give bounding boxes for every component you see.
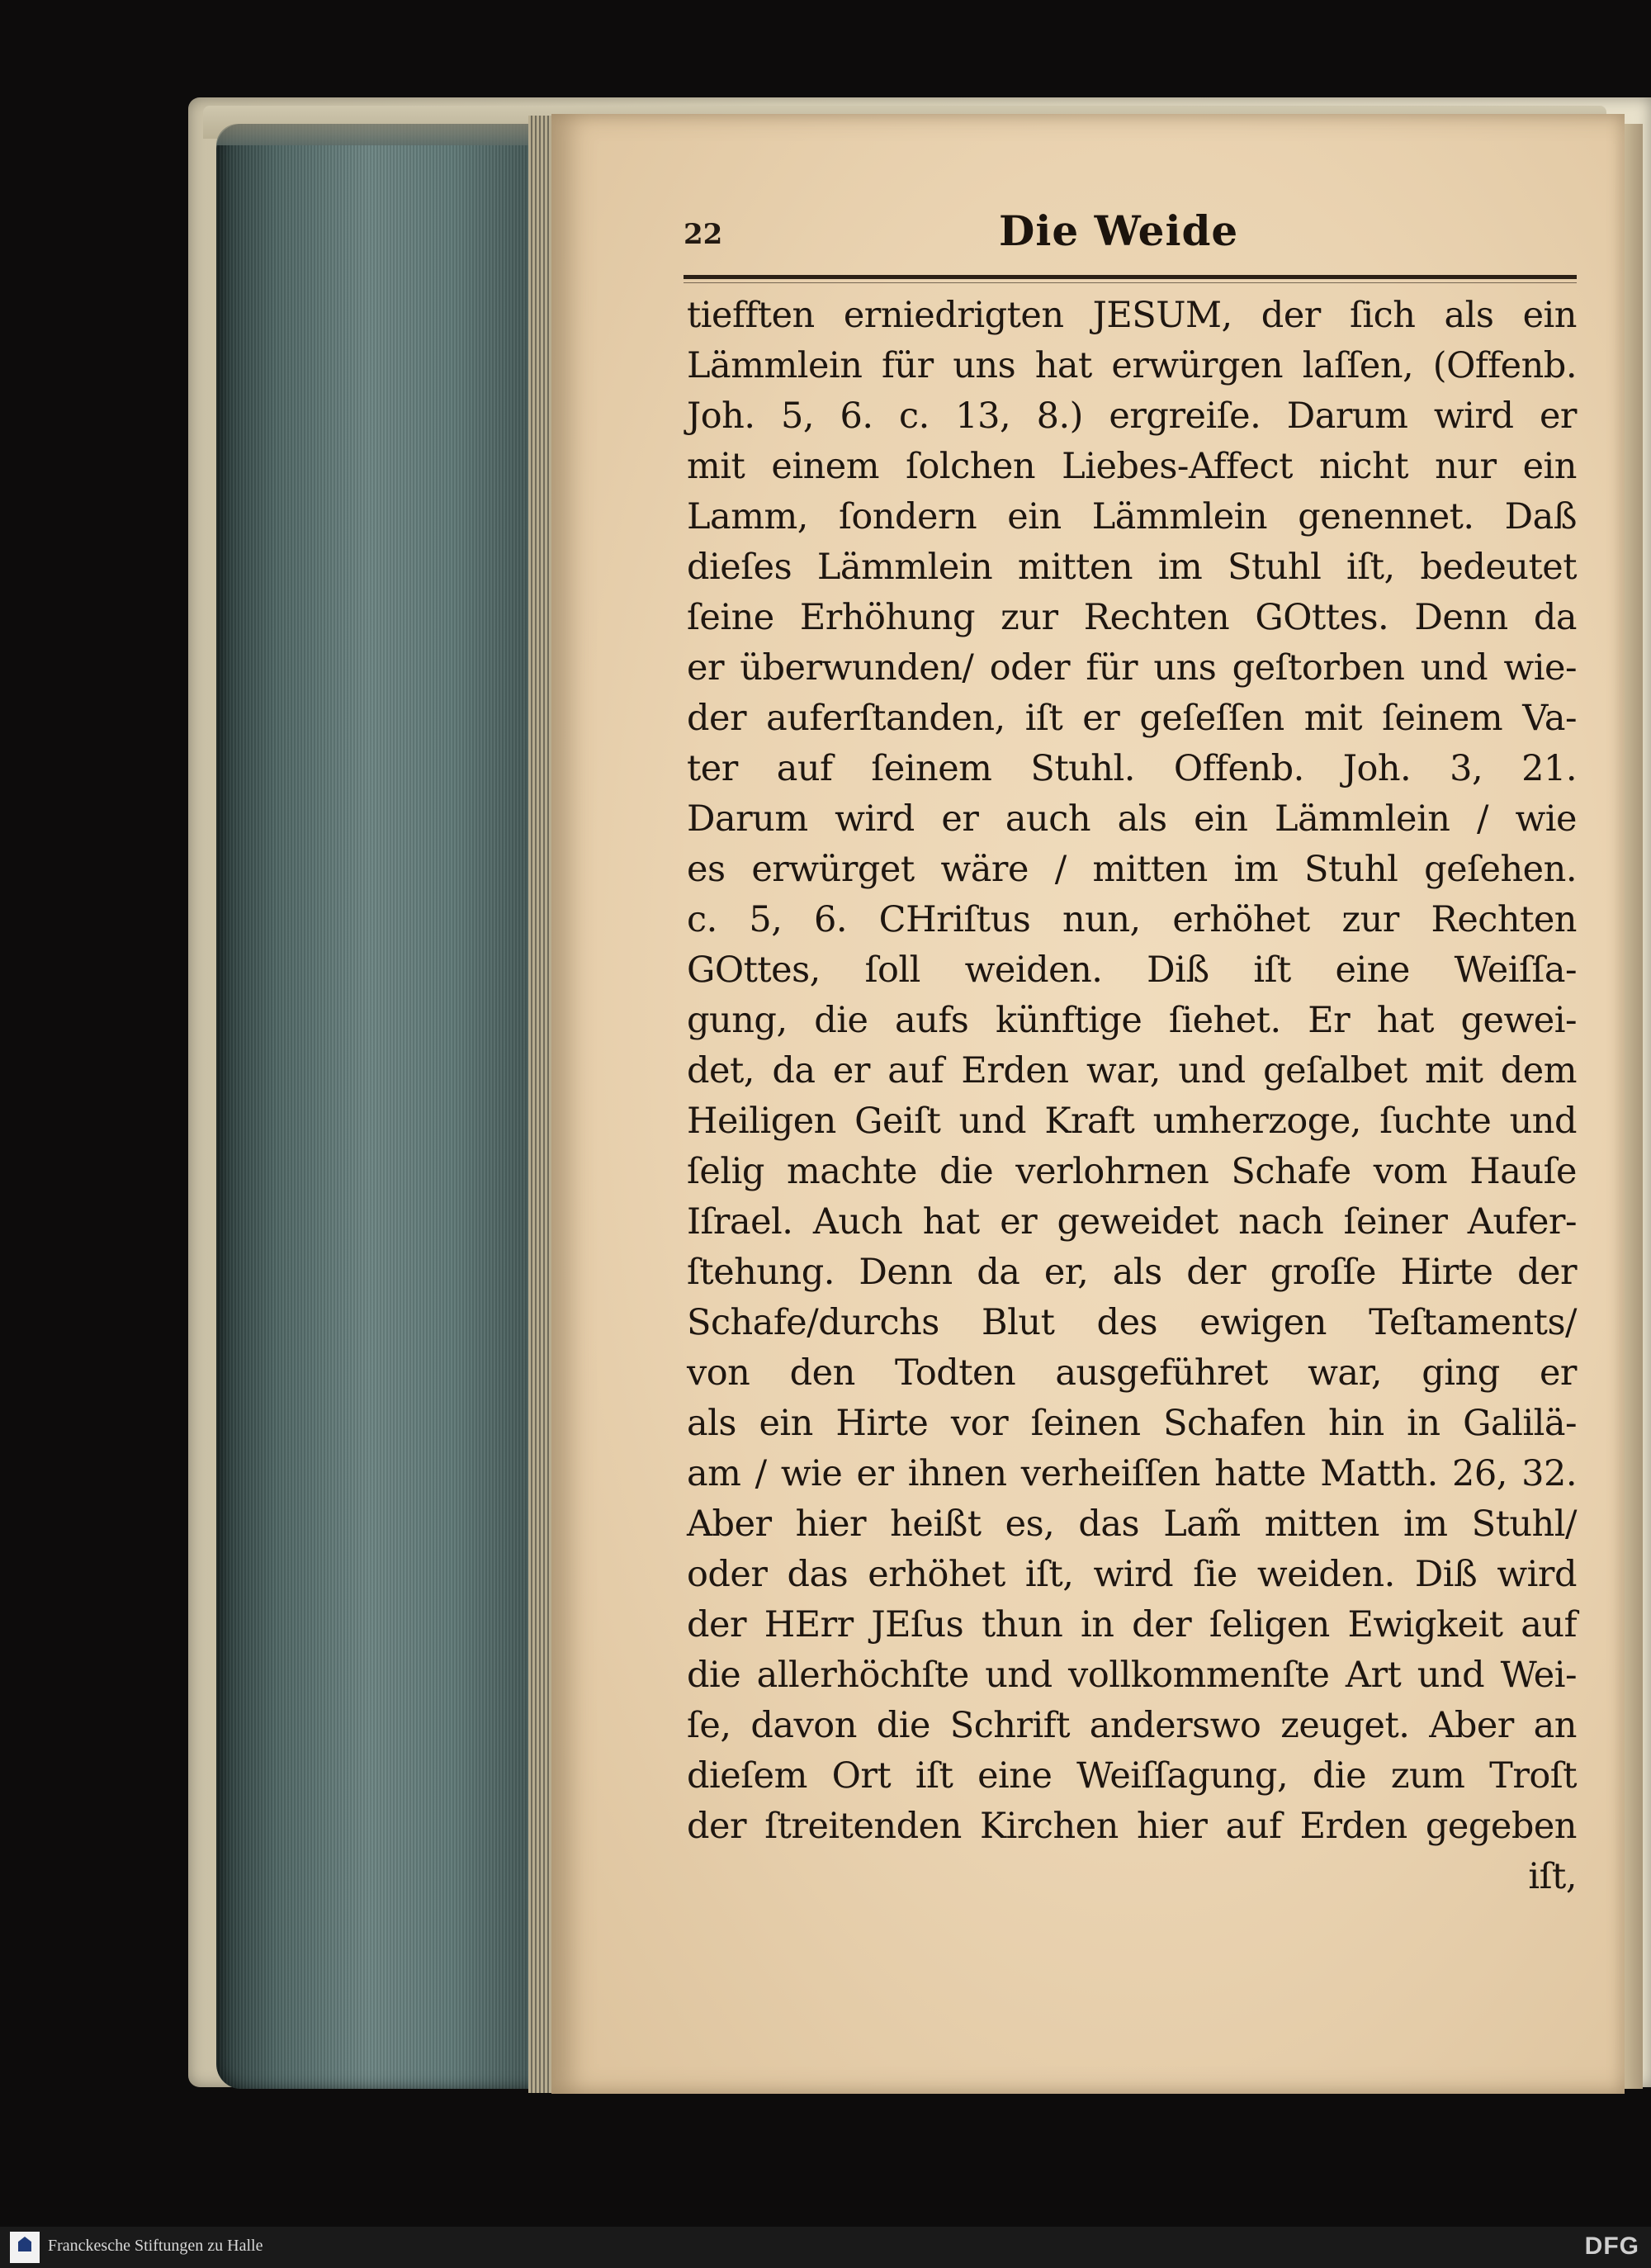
text-line: Darum wird er auch als ein Lämmlein / wie [687, 798, 1577, 840]
running-head [684, 206, 1575, 264]
text-line: Heiligen Geiſt und Kraft umherzoge, ſuchte und [687, 1101, 1577, 1142]
text-line: c. 5, 6. CHriſtus nun, erhöhet zur Rechten [687, 899, 1577, 940]
text-line: dieſem Ort iſt eine Weiſſagung, die zum Troſt [687, 1755, 1577, 1797]
body-text [687, 291, 1577, 1902]
page-right-edge [1625, 124, 1643, 2089]
text-line: Lamm, ſondern ein Lämmlein genennet. Daß [687, 496, 1577, 537]
institution-name[interactable]: Franckesche Stiftungen zu Halle [48, 2237, 263, 2255]
logo-mark [18, 2237, 31, 2251]
head-rule [684, 275, 1577, 279]
text-line: Iſrael. Auch hat er geweidet nach ſeiner Aufer- [687, 1201, 1577, 1243]
text-line: der auferſtanden, iſt er geſeſſen mit ſeinem Va- [687, 698, 1577, 739]
text-line: der ſtreitenden Kirchen hier auf Erden gegeben [687, 1806, 1577, 1847]
running-title: Die Weide [999, 206, 1239, 255]
text-line: det, da er auf Erden war, und geſalbet mit dem [687, 1050, 1577, 1091]
text-line: Joh. 5, 6. c. 13, 8.) ergreiſe. Darum wird er [687, 395, 1577, 437]
dfg-logo[interactable]: DFG [1584, 2232, 1639, 2260]
text-line: tiefften erniedrigten JESUM, der ſich als ein [687, 295, 1577, 336]
text-line: oder das erhöhet iſt, wird ſie weiden. Diß wird [687, 1554, 1577, 1595]
text-line: von den Todten ausgeführet war, ging er [687, 1352, 1577, 1394]
text-line: er überwunden/ oder für uns geſtorben und wie- [687, 647, 1577, 689]
text-line: dieſes Lämmlein mitten im Stuhl iſt, bedeutet [687, 547, 1577, 588]
catchword: iſt, [1528, 1856, 1577, 1897]
text-line: am / wie er ihnen verheiſſen hatte Matth. 26, 32. [687, 1453, 1577, 1494]
text-line: ter auf ſeinem Stuhl. Offenb. Joh. 3, 21. [687, 748, 1577, 789]
viewer-footer [0, 2227, 1651, 2268]
text-line: GOttes, ſoll weiden. Diß iſt eine Weiſſa- [687, 949, 1577, 991]
text-line: ſeine Erhöhung zur Rechten GOttes. Denn da [687, 597, 1577, 638]
text-line: als ein Hirte vor ſeinen Schafen hin in Galilä- [687, 1403, 1577, 1444]
text-line: der HErr JEſus thun in der ſeligen Ewigkeit auf [687, 1604, 1577, 1645]
text-line: mit einem ſolchen Liebes-Affect nicht nur ein [687, 446, 1577, 487]
text-line: ſelig machte die verlohrnen Schafe vom Hauſe [687, 1151, 1577, 1192]
institution-logo-icon[interactable] [10, 2232, 40, 2263]
text-line: Lämmlein für uns hat erwürgen laſſen, (Offenb. [687, 345, 1577, 386]
text-line: Aber hier heißt es, das Lam̃ mitten im Stuhl/ [687, 1503, 1577, 1545]
text-line: Schafe/durchs Blut des ewigen Teſtaments/ [687, 1302, 1577, 1343]
page-block-top [216, 124, 555, 145]
page-number: 22 [684, 218, 723, 251]
text-line: ſtehung. Denn da er, als der groſſe Hirte der [687, 1252, 1577, 1293]
head-rule-thin [684, 282, 1577, 283]
page-block-fore-edge [216, 124, 555, 2089]
text-line: gung, die aufs künftige ſiehet. Er hat gewei- [687, 1000, 1577, 1041]
text-line: die allerhöchſte und vollkommenſte Art und Wei- [687, 1655, 1577, 1696]
text-line: es erwürget wäre / mitten im Stuhl geſehen. [687, 849, 1577, 890]
text-line: ſe, davon die Schrift anderswo zeuget. Aber an [687, 1705, 1577, 1746]
